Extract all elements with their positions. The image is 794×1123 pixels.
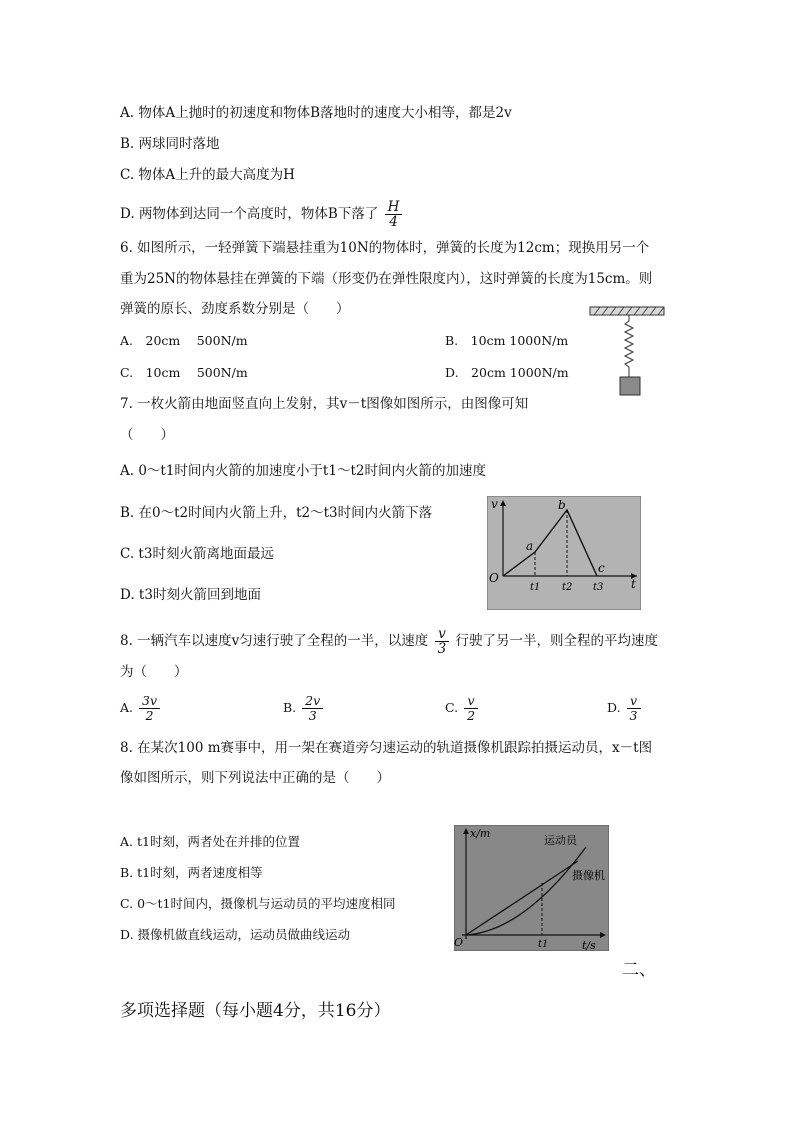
q7-option-d: D. t3时刻火箭回到地面: [120, 587, 261, 603]
q6-option-c: C. 10cm 500N/m: [120, 365, 248, 380]
vt-graph: [487, 496, 641, 610]
t-axis-label: t: [631, 577, 636, 591]
spring-coil: [625, 315, 633, 377]
q8b-stem-line1: 8. 在某次100 m赛事中，用一架在赛道旁匀速运动的轨道摄像机跟踪拍摄运动员，x－t图: [120, 740, 653, 756]
fraction-numerator: v: [464, 694, 478, 709]
option-fraction: [627, 694, 641, 723]
q6-option-d: D. 20cm 1000N/m: [445, 365, 569, 380]
option-label: D.: [607, 700, 621, 715]
q5-option-b: B. 两球同时落地: [120, 136, 220, 152]
q8a-option-b: [283, 694, 325, 723]
q7-option-a: A. 0～t1时间内火箭的加速度小于t1～t2时间内火箭的加速度: [120, 463, 486, 479]
q8b-option-a: A. t1时刻，两者处在并排的位置: [120, 834, 300, 849]
q8b-option-c: C. 0～t1时间内，摄像机与运动员的平均速度相同: [120, 896, 396, 911]
point-b-label: b: [558, 498, 566, 512]
q7-stem-line2: （ ）: [120, 427, 174, 443]
q7-option-b: B. 在0～t2时间内火箭上升，t2～t3时间内火箭下落: [120, 505, 433, 521]
origin-label: O: [489, 571, 499, 585]
option-label: C.: [445, 700, 459, 715]
fraction-numerator: H: [385, 200, 403, 215]
point-a-label: a: [526, 539, 534, 553]
hanging-weight: [620, 377, 640, 395]
section-title: 多项选择题（每小题4分，共16分）: [120, 1001, 391, 1021]
q5-option-d-fraction: [385, 200, 403, 229]
origin-label: O: [454, 936, 464, 949]
q8a-stem-text-1: 8. 一辆汽车以速度v匀速行驶了全程的一半，以速度: [120, 633, 429, 649]
athlete-label: 运动员: [544, 834, 577, 847]
spring-figure: [588, 305, 668, 400]
t2-tick-label: t2: [562, 582, 573, 593]
option-fraction: [464, 694, 478, 723]
fraction-denominator: 4: [389, 214, 398, 230]
q6-stem-line2: 重为25N的物体悬挂在弹簧的下端（形变仍在弹性限度内），这时弹簧的长度为15cm。则: [120, 271, 653, 287]
q8a-option-d: [607, 694, 643, 723]
fraction-numerator: v: [435, 627, 450, 642]
q6-option-a: A. 20cm 500N/m: [120, 333, 248, 348]
fraction-numerator: v: [627, 694, 641, 709]
fraction-denominator: 2: [145, 708, 154, 723]
q6-stem-line1: 6. 如图所示，一轻弹簧下端悬挂重为10N的物体时，弹簧的长度为12cm；现换用另一个: [120, 240, 650, 256]
fraction-numerator: 2v: [302, 694, 323, 709]
t-axis-label: t/s: [582, 939, 596, 951]
q5-option-a: A. 物体A上抛时的初速度和物体B落地时的速度大小相等，都是2v: [120, 105, 512, 121]
camera-label: 摄像机: [572, 869, 605, 882]
t1-tick-label: t1: [538, 939, 549, 950]
t1-tick-label: t1: [530, 582, 541, 593]
v-axis-label: v: [491, 497, 498, 511]
option-fraction: [139, 694, 160, 723]
q8a-stem-fraction: [435, 627, 450, 656]
q8a-option-a: [120, 694, 162, 723]
option-fraction: [302, 694, 323, 723]
q5-option-d: [120, 200, 404, 229]
q8b-option-b: B. t1时刻，两者速度相等: [120, 865, 263, 880]
q8a-stem-text-2: 行驶了另一半，则全程的平均速度: [455, 633, 658, 649]
point-c-label: c: [598, 561, 605, 575]
fraction-numerator: 3v: [139, 694, 160, 709]
q6-option-b: B. 10cm 1000N/m: [445, 333, 569, 348]
fraction-denominator: 3: [308, 708, 317, 723]
q7-stem-line1: 7. 一枚火箭由地面竖直向上发射，其v－t图像如图所示，由图像可知: [120, 396, 529, 412]
fraction-denominator: 3: [629, 708, 638, 723]
t3-tick-label: t3: [593, 582, 604, 593]
q8b-stem-line2: 像如图所示，则下列说法中正确的是（ ）: [120, 770, 390, 786]
q8a-stem-line2: 为（ ）: [120, 664, 188, 680]
fraction-denominator: 2: [467, 708, 476, 723]
q8b-option-d: D. 摄像机做直线运动，运动员做曲线运动: [120, 927, 351, 942]
q8a-option-c: [445, 694, 480, 723]
q5-option-c: C. 物体A上升的最大高度为H: [120, 167, 295, 183]
section-number: 二、: [622, 960, 656, 980]
q7-option-c: C. t3时刻火箭离地面最远: [120, 546, 274, 562]
option-label: B.: [283, 700, 297, 715]
xt-graph: [454, 825, 609, 951]
fraction-denominator: 3: [437, 641, 447, 657]
q6-stem-line3: 弹簧的原长、劲度系数分别是（ ）: [120, 301, 350, 317]
q8a-stem-line1: [120, 627, 658, 656]
q5-option-d-text: D. 两物体到达同一个高度时，物体B下落了: [120, 206, 379, 222]
x-axis-label: x/m: [470, 827, 491, 840]
option-label: A.: [120, 700, 134, 715]
xt-graph-background: [454, 825, 609, 951]
